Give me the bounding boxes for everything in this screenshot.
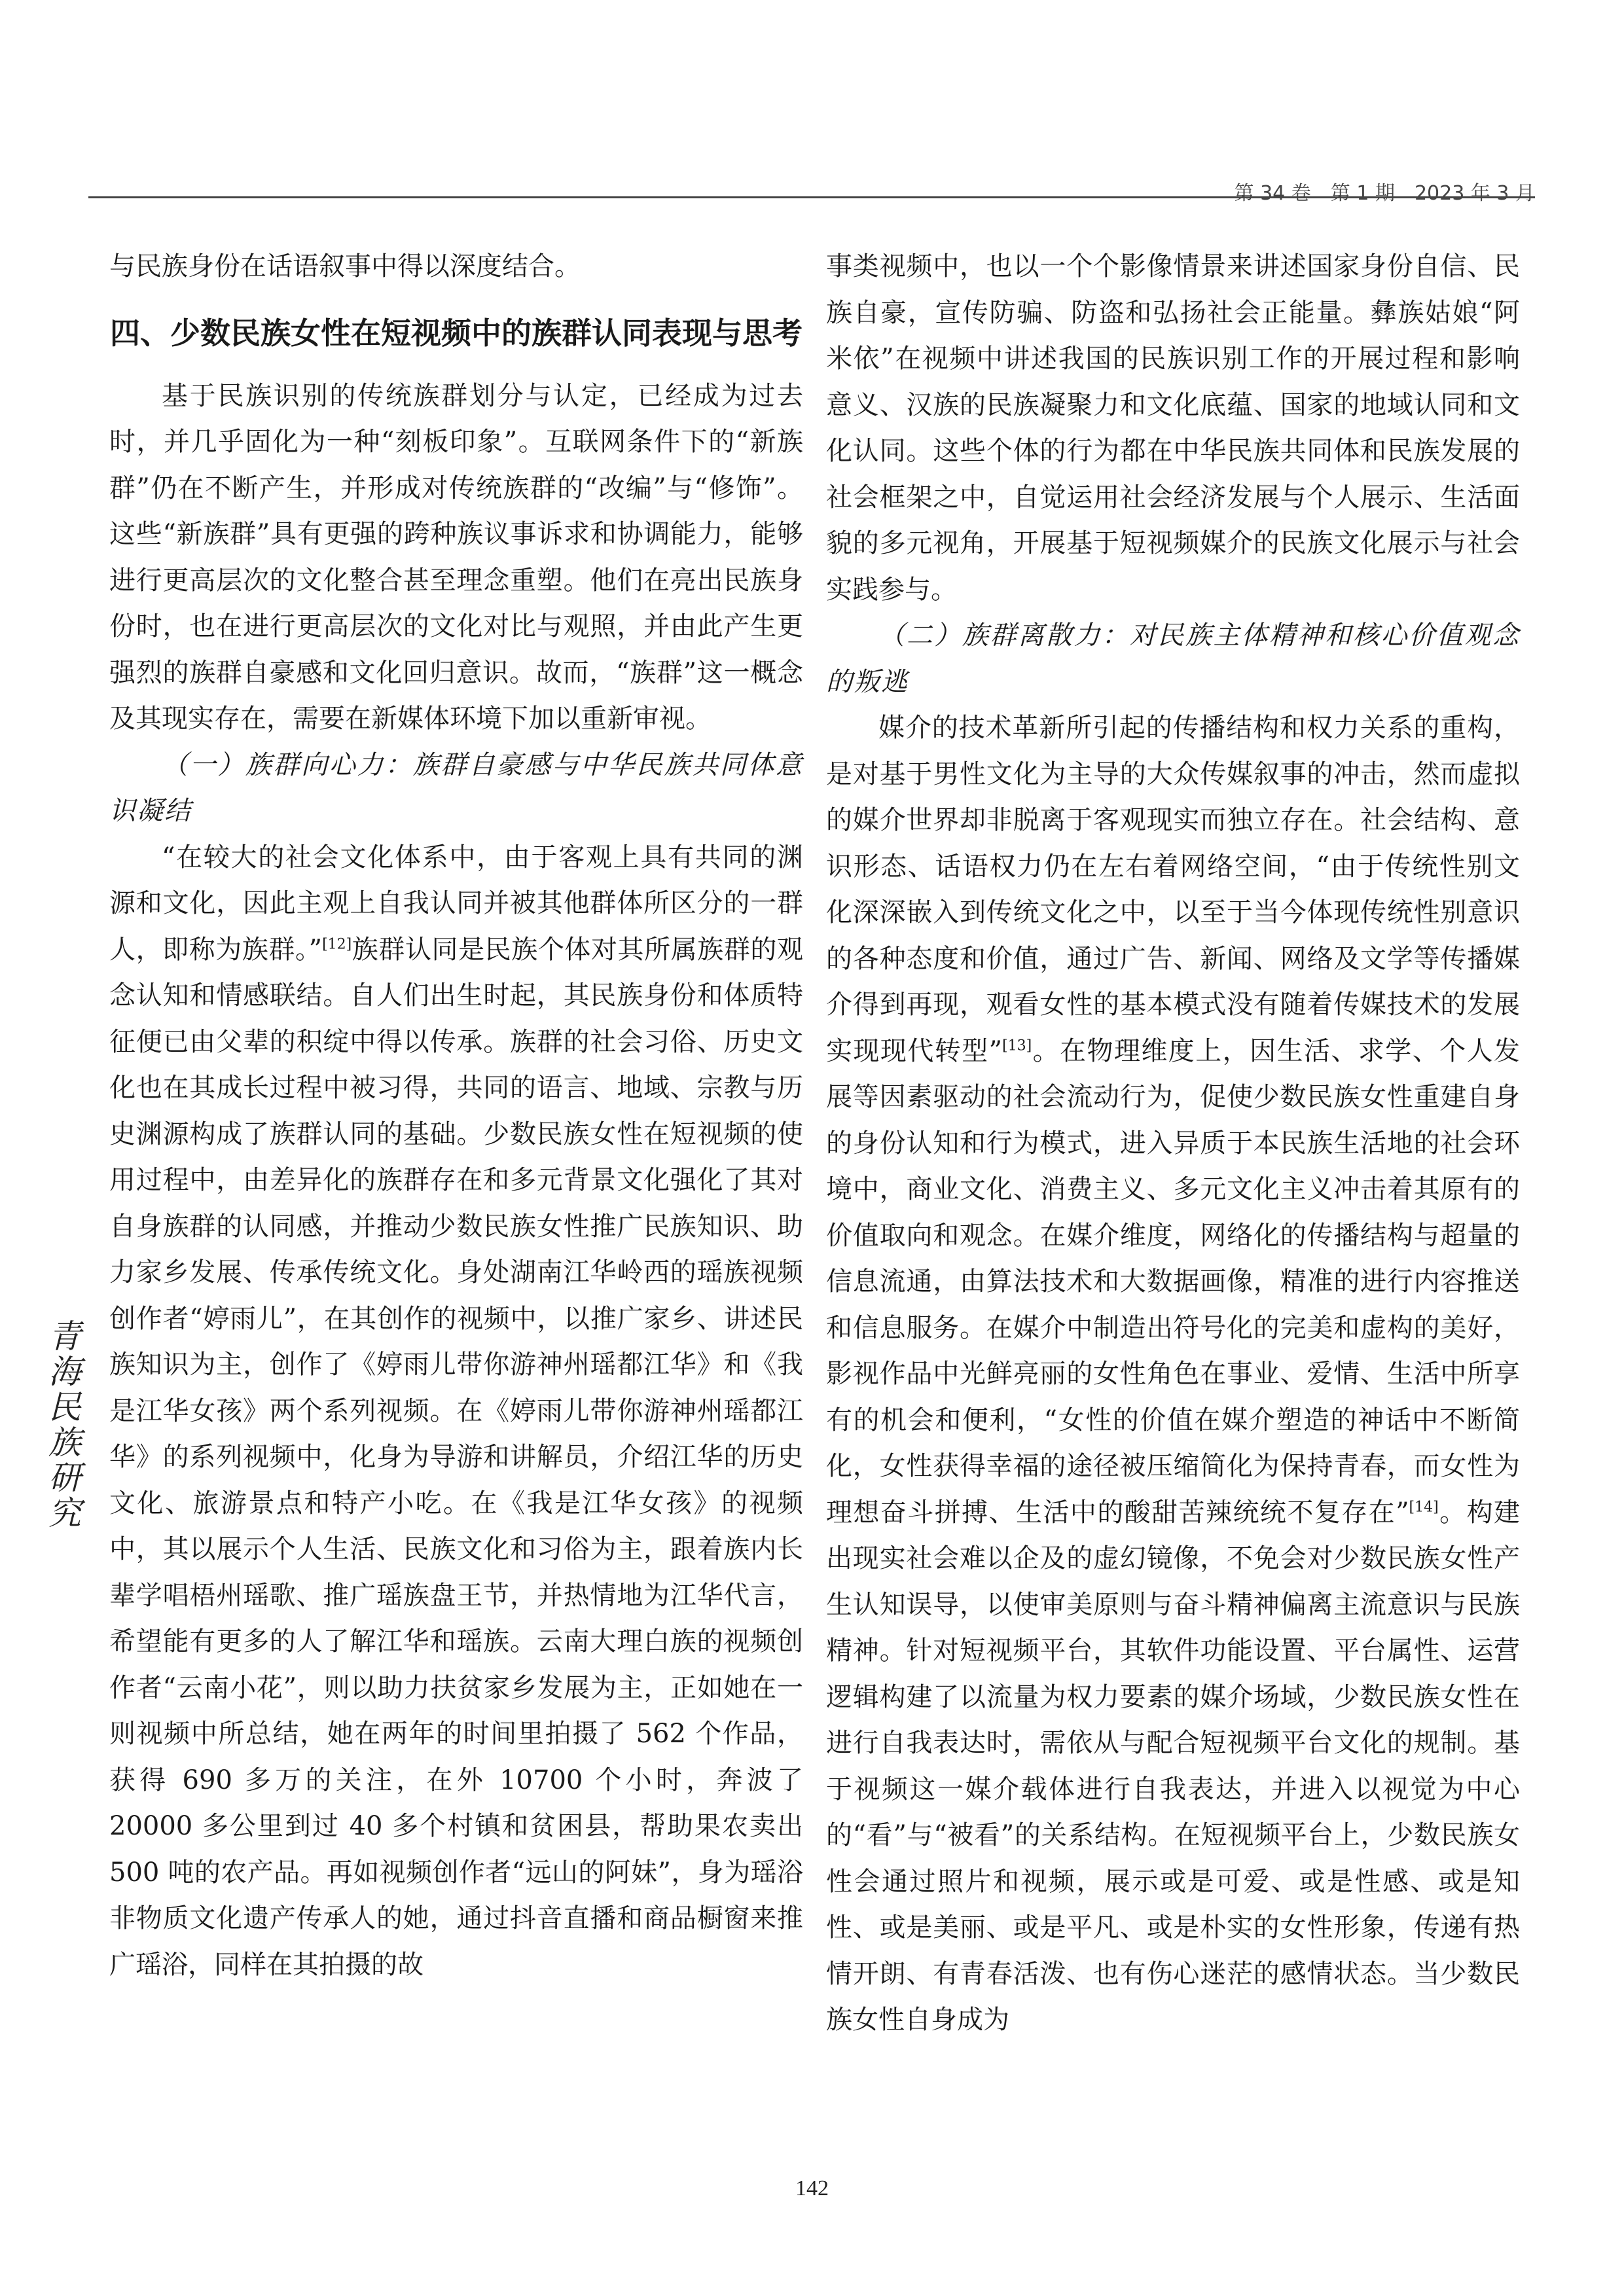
citation-marker: [14] (1409, 1499, 1439, 1516)
paragraph-continuation: 事类视频中，也以一个个影像情景来讲述国家身份自信、民族自豪，宣传防骗、防盗和弘扬社会正能量。彝族姑娘“阿米依”在视频中讲述我国的民族识别工作的开展过程和影响意义、汉族的民族凝聚力和文化底蕴、国家的地域认同和文化认同。这些个体的行为都在中华民族共同体和民族发展的社会框架之中，自觉运用社会经济发展与个人展示、生活面貌的多元视角，开展基于短视频媒介的民族文化展示与社会实践参与。 (826, 251, 1520, 605)
side-title-char: 海 (48, 1353, 81, 1391)
side-title-char: 研 (48, 1459, 81, 1497)
paragraph-text: 族群认同是民族个体对其所属族群的观念认知和情感联结。自人们出生时起，其民族身份和体质特征便已由父辈的积绽中得以传承。族群的社会习俗、历史文化也在其成长过程中被习得，共同的语言、地域、宗教与历史渊源构成了族群认同的基础。少数民族女性在短视频的使用过程中，由差异化的族群存在和多元背景文化强化了其对自身族群的认同感，并推动少数民族女性推广民族知识、助力家乡发展、传承传统文化。身处湖南江华岭西的瑶族视频创作者“婷雨儿”，在其创作的视频中，以推广家乡、讲述民族知识为主，创作了《婷雨儿带你游神州瑶都江华》和《我是江华女孩》两个系列视频。在《婷雨儿带你游神州瑶都江华》的系列视频中，化身为导游和讲解员，介绍江华的历史文化、旅游景点和特产小吃。在《我是江华女孩》的视频中，其以展示个人生活、民族文化和习俗为主，跟着族内长辈学唱梧州瑶歌、推广瑶族盘王节，并热情地为江华代言，希望能有更多的人了解江华和瑶族。云南大理白族的视频创作者“云南小花”，则以助力扶贫家乡发展为主，正如她在一则视频中所总结，她在两年的时间里拍摄了 562 个作品，获得 690 多万的关注，在外 10700 个小时，奔波了 20000 多公里到过 40 多个村镇和贫困县，帮助果农卖出 500 吨的农产品。再如视频创作者“远山的阿妹”，身为瑶浴非物质文化遗产传承人的她，通过抖音直播和商品橱窗来推广瑶浴，同样在其拍摄的故 (109, 934, 804, 1980)
side-title-char: 究 (48, 1494, 81, 1532)
sub-heading: （二）族群离散力：对民族主体精神和核心价值观念的叛逃 (826, 620, 1520, 697)
right-column (826, 243, 1520, 2043)
paragraph-text: 。构建出现实社会难以企及的虚幻镜像，不免会对少数民族女性产生认知误导，以使审美原则与奋斗精神偏离主流意识与民族精神。针对短视频平台，其软件功能设置、平台属性、运营逻辑构建了以流量为权力要素的媒介场域，少数民族女性在进行自我表达时，需依从与配合短视频平台文化的规制。基于视频这一媒介载体进行自我表达，并进入以视觉为中心的“看”与“被看”的关系结构。在短视频平台上，少数民族女性会通过照片和视频，展示或是可爱、或是性感、或是知性、或是美丽、或是平凡、或是朴实的女性形象，传递有热情开朗、有青春活泼、也有伤心迷茫的感情状态。当少数民族女性自身成为 (826, 1497, 1521, 2035)
paragraph-continuation: 与民族身份在话语叙事中得以深度结合。 (109, 251, 581, 281)
citation-marker: [13] (1002, 1037, 1032, 1054)
paragraph-text: 。在物理维度上，因生活、求学、个人发展等因素驱动的社会流动行为，促使少数民族女性重建自身的身份认知和行为模式，进入异质于本民族生活地的社会环境中，商业文化、消费主义、多元文化主义冲击着其原有的价值取向和观念。在媒介维度，网络化的传播结构与超量的信息流通，由算法技术和大数据画像，精准的进行内容推送和信息服务。在媒介中制造出符号化的完美和虚构的美好，影视作品中光鲜亮丽的女性角色在事业、爱情、生活中所享有的机会和便利，“女性的价值在媒介塑造的神话中不断简化，女性获得幸福的途径被压缩简化为保持青春，而女性为理想奋斗拼搏、生活中的酸甜苦辣统统不复存在” (826, 1035, 1520, 1528)
side-title-char: 族 (48, 1424, 81, 1462)
sub-heading: （一）族群向心力：族群自豪感与中华民族共同体意识凝结 (109, 749, 803, 826)
side-title-char: 民 (48, 1388, 81, 1426)
page-number: 142 (795, 2176, 829, 2200)
running-header: 第 34 卷 第 1 期 2023 年 3 月 (1234, 182, 1535, 205)
paragraph-text: 媒介的技术革新所引起的传播结构和权力关系的重构，是对基于男性文化为主导的大众传媒叙事的冲击，然而虚拟的媒介世界却非脱离于客观现实而独立存在。社会结构、意识形态、话语权力仍在左右着网络空间，“由于传统性别文化深深嵌入到传统文化之中，以至于当今体现传统性别意识的各种态度和价值，通过广告、新闻、网络及文学等传播媒介得到再现，观看女性的基本模式没有随着传媒技术的发展实现现代转型” (826, 713, 1520, 1066)
side-title-char: 青 (48, 1318, 81, 1355)
citation-marker: [12] (322, 936, 352, 953)
header-rule (88, 196, 1535, 198)
left-column (109, 243, 803, 1988)
quote-text: “在较大的社会文化体系中，由于客观上具有共同的渊源和文化，因此主观上自我认同并被其他群体所区分的一群人，即称为族群。” (109, 842, 803, 965)
paragraph (826, 705, 1520, 2043)
section-heading: 四、少数民族女性在短视频中的族群认同表现与思考 (110, 315, 803, 351)
paragraph: 基于民族识别的传统族群划分与认定，已经成为过去时，并几乎固化为一种“刻板印象”。互联网条件下的“新族群”仍在不断产生，并形成对传统族群的“改编”与“修饰”。这些“新族群”具有更强的跨种族议事诉求和协调能力，能够进行更高层次的文化整合甚至理念重塑。他们在亮出民族身份时，也在进行更高层次的文化对比与观照，并由此产生更强烈的族群自豪感和文化回归意识。故而，“族群”这一概念及其现实存在，需要在新媒体环境下加以重新审视。 (109, 380, 803, 734)
side-journal-title (42, 1319, 88, 1531)
paragraph (109, 834, 803, 1988)
